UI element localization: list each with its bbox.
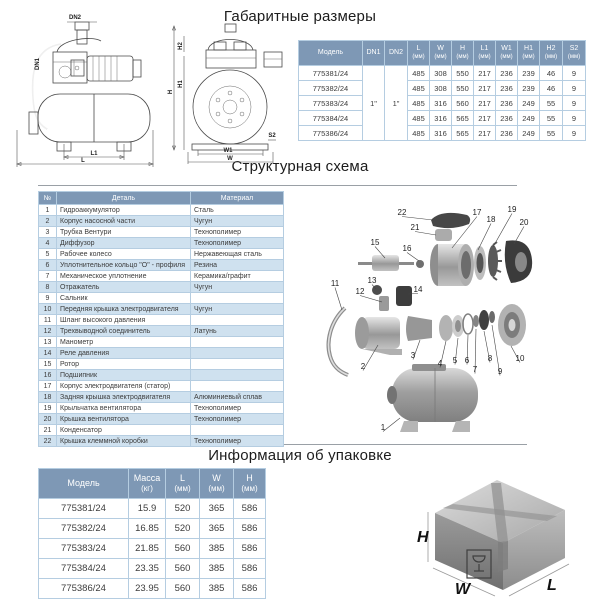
table-cell: 3: [39, 227, 57, 238]
table-cell: 8: [39, 282, 57, 293]
section-divider: [38, 185, 517, 186]
table-cell: Конденсатор: [57, 425, 191, 436]
callout-leader-line: [360, 296, 382, 303]
column-header: W (мм): [200, 469, 234, 499]
part-mechanical-seal: [473, 315, 479, 327]
callout-number: 3: [410, 351, 416, 360]
table-cell: Керамика/графит: [191, 271, 284, 282]
table-cell: Манометр: [57, 337, 191, 348]
table-cell: Крышка вентилятора: [57, 414, 191, 425]
callout-number: 8: [487, 354, 493, 363]
table-cell: 10: [39, 304, 57, 315]
part-terminal-cover: [431, 213, 470, 228]
table-cell: Подшипник: [57, 370, 191, 381]
table-cell: 17: [39, 381, 57, 392]
callout-number: 15: [370, 238, 380, 247]
column-header: H1 (мм): [518, 41, 540, 66]
table-cell: [191, 348, 284, 359]
column-header: L1 (мм): [474, 41, 496, 66]
callout-number: 9: [497, 367, 503, 376]
table-cell: 485: [408, 126, 430, 141]
table-row: [39, 271, 284, 282]
table-cell: 21: [39, 425, 57, 436]
table-row: [39, 579, 266, 599]
callout-number: 13: [367, 276, 377, 285]
column-header: Материал: [191, 192, 284, 205]
table-cell: 236: [496, 81, 518, 96]
table-cell: Технополимер: [191, 227, 284, 238]
box-l-label: L: [547, 577, 557, 594]
table-header-row: [39, 192, 284, 205]
section-title-dimensions: Габаритные размеры: [223, 8, 377, 25]
callout-number: 20: [519, 218, 529, 227]
table-cell: Алюминиевый сплав: [191, 392, 284, 403]
table-cell: [191, 293, 284, 304]
l-dimension-label: L: [81, 158, 85, 164]
table-cell: 485: [408, 96, 430, 111]
table-cell: Уплотнительное кольцо "О" - профиля: [57, 260, 191, 271]
callout-leader-line: [478, 224, 491, 251]
table-cell: 5: [39, 249, 57, 260]
table-cell: 11: [39, 315, 57, 326]
table-row: [39, 539, 266, 559]
table-cell: 485: [408, 66, 430, 81]
column-header: DN1: [363, 41, 385, 66]
table-cell: 12: [39, 326, 57, 337]
w1-dimension-label: W1: [223, 148, 233, 154]
table-cell: 560: [166, 539, 200, 559]
table-cell: 560: [452, 96, 474, 111]
table-cell: 16.85: [129, 519, 166, 539]
column-header: Деталь: [57, 192, 191, 205]
part-tank: [387, 364, 478, 432]
table-row: [299, 81, 586, 96]
table-row: [39, 238, 284, 249]
table-cell: 520: [166, 499, 200, 519]
callout-number: 14: [413, 285, 423, 294]
column-header: Модель: [299, 41, 363, 66]
s2-dimension-label: S2: [268, 133, 276, 139]
table-row: [39, 304, 284, 315]
table-cell: Крышка клеммной коробки: [57, 436, 191, 447]
part-connector: [379, 296, 389, 311]
table-cell: 550: [452, 81, 474, 96]
part-capacitor: [435, 229, 452, 241]
table-cell: 217: [474, 81, 496, 96]
table-cell: 365: [200, 519, 234, 539]
callout-number: 1: [380, 423, 386, 432]
column-header: H (мм): [452, 41, 474, 66]
callout-leader-line: [380, 418, 400, 432]
table-row: [39, 205, 284, 216]
part-front-cover: [498, 304, 526, 346]
pump-side-view-drawing: [5, 10, 160, 168]
table-cell: 19: [39, 403, 57, 414]
table-row: [39, 249, 284, 260]
table-cell: [191, 370, 284, 381]
table-cell: 239: [518, 66, 540, 81]
table-cell: Задняя крышка электродвигателя: [57, 392, 191, 403]
packaging-table: [38, 468, 266, 599]
table-cell: Резина: [191, 260, 284, 271]
part-deflector: [479, 310, 489, 330]
table-cell: 217: [474, 66, 496, 81]
dn1-dimension-label: DN1: [35, 57, 41, 71]
table-row: [39, 436, 284, 447]
table-cell: Чугун: [191, 304, 284, 315]
table-cell: 385: [200, 579, 234, 599]
table-cell: 385: [200, 539, 234, 559]
w-dimension-label: W: [227, 156, 233, 162]
table-cell: 485: [408, 111, 430, 126]
table-cell: Механическое уплотнение: [57, 271, 191, 282]
table-row: [39, 348, 284, 359]
callout-leader-line: [415, 232, 436, 236]
table-cell: Корпус насосной части: [57, 216, 191, 227]
table-cell: Реле давления: [57, 348, 191, 359]
h2-dimension-label: H2: [178, 42, 184, 50]
callout-number: 12: [355, 287, 365, 296]
callout-number: 19: [507, 205, 517, 214]
table-cell: Нержавеющая сталь: [191, 249, 284, 260]
part-fan: [488, 242, 502, 280]
table-cell: 23.35: [129, 559, 166, 579]
table-row: [39, 216, 284, 227]
table-cell: 236: [496, 111, 518, 126]
column-header: Масса (кг): [129, 469, 166, 499]
table-cell: 55: [540, 111, 563, 126]
table-cell: 775384/24: [299, 111, 363, 126]
callout-number: 6: [464, 356, 470, 365]
dimensions-table: [298, 40, 586, 141]
callout-leader-line: [402, 217, 433, 221]
table-cell: 14: [39, 348, 57, 359]
table-row: [39, 425, 284, 436]
table-cell: 9: [563, 126, 586, 141]
table-cell: 308: [430, 66, 452, 81]
callout-number: 4: [437, 359, 443, 368]
table-cell: [191, 381, 284, 392]
table-cell: 520: [166, 519, 200, 539]
table-cell: Отражатель: [57, 282, 191, 293]
table-cell: 560: [166, 559, 200, 579]
table-cell: Латунь: [191, 326, 284, 337]
column-header: DN2: [385, 41, 408, 66]
table-cell: 249: [518, 126, 540, 141]
table-row: [39, 260, 284, 271]
table-cell: 23.95: [129, 579, 166, 599]
column-header: W1 (мм): [496, 41, 518, 66]
table-cell: Трехвыводной соединитель: [57, 326, 191, 337]
table-cell: 316: [430, 96, 452, 111]
table-cell: 586: [234, 559, 266, 579]
column-header: Модель: [39, 469, 129, 499]
part-gland: [489, 311, 495, 323]
table-row: [39, 359, 284, 370]
table-row: [39, 282, 284, 293]
dn2-dimension-label: DN2: [68, 15, 82, 21]
table-cell: Ротор: [57, 359, 191, 370]
table-cell: [191, 359, 284, 370]
callout-leader-line: [335, 288, 342, 311]
part-o-ring: [463, 314, 473, 334]
box-h-label: H: [417, 529, 429, 546]
table-cell: 316: [430, 126, 452, 141]
table-cell: 22: [39, 436, 57, 447]
packaging-box-illustration: [415, 468, 585, 598]
table-cell: Корпус электродвигателя (статор): [57, 381, 191, 392]
part-pump-body: [355, 317, 402, 355]
callout-number: 16: [402, 244, 412, 253]
table-cell: 308: [430, 81, 452, 96]
table-row: [39, 403, 284, 414]
table-row: [299, 111, 586, 126]
column-header: S2 (мм): [563, 41, 586, 66]
table-cell: 16: [39, 370, 57, 381]
column-header: №: [39, 192, 57, 205]
table-cell: 775382/24: [39, 519, 129, 539]
table-row: [39, 293, 284, 304]
table-cell: 485: [408, 81, 430, 96]
section-title-packaging: Информация об упаковке: [208, 447, 392, 464]
table-cell: 1": [363, 66, 385, 141]
table-cell: 4: [39, 238, 57, 249]
table-cell: 775382/24: [299, 81, 363, 96]
table-cell: 217: [474, 126, 496, 141]
table-row: [39, 326, 284, 337]
table-cell: 20: [39, 414, 57, 425]
table-cell: Сальник: [57, 293, 191, 304]
column-header: L (мм): [408, 41, 430, 66]
table-cell: 565: [452, 111, 474, 126]
table-cell: 6: [39, 260, 57, 271]
table-cell: Чугун: [191, 282, 284, 293]
table-cell: 55: [540, 126, 563, 141]
table-cell: 586: [234, 579, 266, 599]
table-cell: 365: [200, 499, 234, 519]
part-pressure-switch: [396, 286, 412, 306]
table-cell: 7: [39, 271, 57, 282]
table-cell: Технополимер: [191, 414, 284, 425]
table-cell: [191, 425, 284, 436]
table-cell: 560: [166, 579, 200, 599]
table-cell: 565: [452, 126, 474, 141]
table-cell: 236: [496, 96, 518, 111]
table-row: [39, 392, 284, 403]
table-cell: Крыльчатка вентилятора: [57, 403, 191, 414]
callout-leader-line: [407, 253, 419, 262]
table-cell: 385: [200, 559, 234, 579]
table-cell: 775381/24: [299, 66, 363, 81]
table-row: [39, 499, 266, 519]
table-cell: Передняя крышка электродвигателя: [57, 304, 191, 315]
table-header-row: [299, 41, 586, 66]
callout-number: 7: [472, 365, 478, 374]
table-cell: 775386/24: [39, 579, 129, 599]
callout-number: 5: [452, 356, 458, 365]
callout-number: 22: [397, 208, 407, 217]
table-cell: 239: [518, 81, 540, 96]
table-cell: [191, 315, 284, 326]
table-cell: Гидроаккумулятор: [57, 205, 191, 216]
table-cell: 586: [234, 539, 266, 559]
table-cell: 1": [385, 66, 408, 141]
table-cell: 775383/24: [39, 539, 129, 559]
table-cell: 550: [452, 66, 474, 81]
callout-number: 11: [330, 279, 340, 288]
table-cell: 18: [39, 392, 57, 403]
callout-number: 2: [360, 362, 366, 371]
table-cell: Технополимер: [191, 436, 284, 447]
column-header: L (мм): [166, 469, 200, 499]
table-cell: 21.85: [129, 539, 166, 559]
table-row: [39, 414, 284, 425]
part-bracket: [406, 316, 432, 341]
pump-front-view-drawing: [168, 22, 295, 165]
parts-table: [38, 191, 284, 447]
part-bearing: [416, 260, 424, 268]
table-cell: 775386/24: [299, 126, 363, 141]
table-row: [39, 315, 284, 326]
box-w-label: W: [455, 581, 471, 598]
table-cell: 15.9: [129, 499, 166, 519]
table-cell: 1: [39, 205, 57, 216]
part-stator: [430, 244, 474, 286]
table-cell: 13: [39, 337, 57, 348]
table-row: [39, 337, 284, 348]
table-cell: 586: [234, 499, 266, 519]
table-cell: 249: [518, 96, 540, 111]
table-cell: Сталь: [191, 205, 284, 216]
table-row: [39, 381, 284, 392]
table-row: [39, 559, 266, 579]
table-cell: 46: [540, 81, 563, 96]
table-cell: 249: [518, 111, 540, 126]
table-cell: Трубка Вентури: [57, 227, 191, 238]
exploded-view-diagram: [300, 190, 600, 465]
h1-dimension-label: H1: [178, 80, 184, 88]
table-row: [39, 519, 266, 539]
table-row: [39, 227, 284, 238]
callout-number: 17: [472, 208, 482, 217]
table-cell: Шланг высокого давления: [57, 315, 191, 326]
table-cell: 15: [39, 359, 57, 370]
table-cell: Технополимер: [191, 403, 284, 414]
table-cell: Чугун: [191, 216, 284, 227]
callout-number: 10: [515, 354, 525, 363]
table-cell: 775381/24: [39, 499, 129, 519]
h-dimension-label: H: [168, 89, 174, 95]
column-header: H2 (мм): [540, 41, 563, 66]
table-cell: Диффузор: [57, 238, 191, 249]
table-cell: 316: [430, 111, 452, 126]
table-cell: 775383/24: [299, 96, 363, 111]
table-cell: 9: [563, 111, 586, 126]
table-cell: 2: [39, 216, 57, 227]
part-diffuser: [439, 315, 453, 341]
table-cell: 46: [540, 66, 563, 81]
table-cell: 236: [496, 66, 518, 81]
table-row: [299, 96, 586, 111]
table-cell: 217: [474, 111, 496, 126]
table-row: [39, 370, 284, 381]
table-cell: 586: [234, 519, 266, 539]
table-cell: 236: [496, 126, 518, 141]
table-row: [299, 66, 586, 81]
callout-number: 21: [410, 223, 420, 232]
table-cell: 9: [563, 66, 586, 81]
section-title-structure: Структурная схема: [231, 158, 369, 175]
table-cell: 9: [39, 293, 57, 304]
table-cell: 55: [540, 96, 563, 111]
table-row: [299, 126, 586, 141]
table-header-row: [39, 469, 266, 499]
table-cell: [191, 337, 284, 348]
part-hose: [329, 308, 348, 375]
column-header: H (мм): [234, 469, 266, 499]
l1-dimension-label: L1: [90, 151, 98, 157]
table-cell: Рабочее колесо: [57, 249, 191, 260]
table-cell: 775384/24: [39, 559, 129, 579]
table-cell: Технополимер: [191, 238, 284, 249]
table-cell: 9: [563, 96, 586, 111]
table-cell: 9: [563, 81, 586, 96]
table-cell: 217: [474, 96, 496, 111]
callout-number: 18: [486, 215, 496, 224]
column-header: W (мм): [430, 41, 452, 66]
